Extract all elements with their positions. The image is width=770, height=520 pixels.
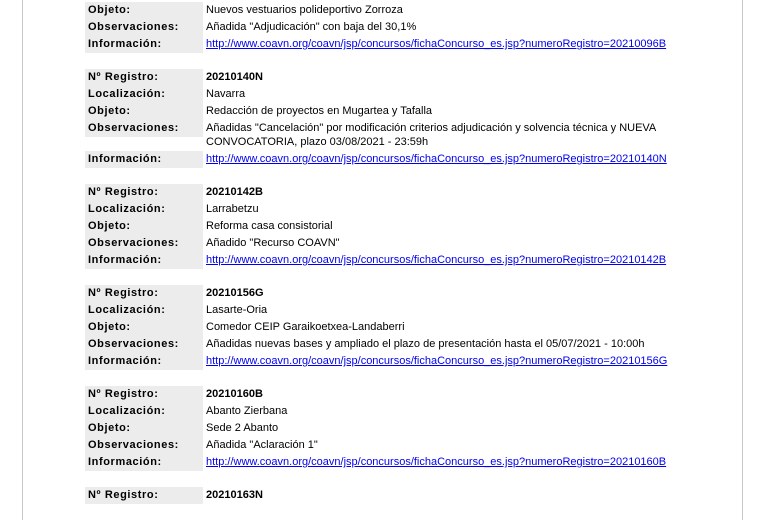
objeto-value: Nuevos vestuarios polideportivo Zorroza	[206, 4, 403, 16]
registro-row	[85, 184, 725, 201]
registro-row	[85, 487, 725, 504]
objeto-row	[85, 2, 725, 19]
informacion-row	[85, 353, 725, 370]
registro-row	[85, 386, 725, 403]
objeto-value: Reforma casa consistorial	[206, 220, 333, 232]
localizacion-label: Localización:	[85, 403, 203, 420]
contest-record	[85, 2, 725, 53]
informacion-row	[85, 454, 725, 471]
registro-value: 20210140N	[206, 71, 263, 83]
localizacion-row	[85, 201, 725, 218]
localizacion-label: Localización:	[85, 201, 203, 218]
objeto-row	[85, 420, 725, 437]
objeto-row	[85, 319, 725, 336]
localizacion-row	[85, 86, 725, 103]
observaciones-row	[85, 437, 725, 454]
observaciones-value: Añadida "Adjudicación" con baja del 30,1%	[206, 21, 417, 33]
informacion-label: Información:	[85, 151, 203, 168]
informacion-link[interactable]: http://www.coavn.org/coavn/jsp/concursos/fichaConcurso_es.jsp?numeroRegistro=20210142B	[206, 254, 667, 266]
contest-updates-list	[85, 2, 725, 504]
localizacion-value: Larrabetzu	[206, 203, 259, 215]
observaciones-label: Observaciones:	[85, 437, 203, 454]
contest-record	[85, 285, 725, 370]
localizacion-value: Navarra	[206, 88, 246, 100]
registro-value: 20210142B	[206, 186, 263, 198]
registro-label: Nº Registro:	[85, 285, 203, 302]
objeto-row	[85, 103, 725, 120]
localizacion-row	[85, 302, 725, 319]
objeto-label: Objeto:	[85, 103, 203, 120]
contest-record	[85, 184, 725, 269]
objeto-value: Sede 2 Abanto	[206, 422, 279, 434]
objeto-value: Comedor CEIP Garaikoetxea-Landaberri	[206, 321, 405, 333]
observaciones-label: Observaciones:	[85, 336, 203, 353]
contest-record	[85, 69, 725, 168]
registro-value: 20210156G	[206, 287, 264, 299]
observaciones-value: Añadidas nuevas bases y ampliado el plazo de presentación hasta el 05/07/2021 - 10:00h	[206, 338, 645, 350]
informacion-link[interactable]: http://www.coavn.org/coavn/jsp/concursos/fichaConcurso_es.jsp?numeroRegistro=20210156G	[206, 355, 668, 367]
localizacion-value: Lasarte-Oria	[206, 304, 268, 316]
registro-label: Nº Registro:	[85, 487, 203, 504]
observaciones-row	[85, 336, 725, 353]
observaciones-label: Observaciones:	[85, 19, 203, 36]
objeto-label: Objeto:	[85, 420, 203, 437]
registro-row	[85, 69, 725, 86]
objeto-label: Objeto:	[85, 218, 203, 235]
observaciones-row	[85, 235, 725, 252]
objeto-label: Objeto:	[85, 2, 203, 19]
registro-value: 20210160B	[206, 388, 263, 400]
objeto-value: Redacción de proyectos en Mugartea y Tafalla	[206, 105, 433, 117]
objeto-label: Objeto:	[85, 319, 203, 336]
localizacion-label: Localización:	[85, 86, 203, 103]
registro-value: 20210163N	[206, 489, 263, 501]
observaciones-label: Observaciones:	[85, 120, 203, 137]
informacion-link[interactable]: http://www.coavn.org/coavn/jsp/concursos/fichaConcurso_es.jsp?numeroRegistro=20210140N	[206, 153, 667, 165]
informacion-label: Información:	[85, 252, 203, 269]
observaciones-label: Observaciones:	[85, 235, 203, 252]
localizacion-row	[85, 403, 725, 420]
registro-label: Nº Registro:	[85, 184, 203, 201]
informacion-label: Información:	[85, 454, 203, 471]
contest-record	[85, 487, 725, 504]
informacion-row	[85, 151, 725, 168]
observaciones-row	[85, 120, 725, 151]
objeto-row	[85, 218, 725, 235]
informacion-row	[85, 36, 725, 53]
registro-label: Nº Registro:	[85, 386, 203, 403]
registro-label: Nº Registro:	[85, 69, 203, 86]
informacion-link[interactable]: http://www.coavn.org/coavn/jsp/concursos/fichaConcurso_es.jsp?numeroRegistro=20210160B	[206, 456, 667, 468]
observaciones-value: Añadido "Recurso COAVN"	[206, 237, 340, 249]
localizacion-label: Localización:	[85, 302, 203, 319]
informacion-link[interactable]: http://www.coavn.org/coavn/jsp/concursos/fichaConcurso_es.jsp?numeroRegistro=20210096B	[206, 38, 667, 50]
informacion-label: Información:	[85, 353, 203, 370]
observaciones-row	[85, 19, 725, 36]
contest-record	[85, 386, 725, 471]
localizacion-value: Abanto Zierbana	[206, 405, 288, 417]
informacion-row	[85, 252, 725, 269]
observaciones-value: Añadida "Aclaración 1"	[206, 439, 318, 451]
observaciones-value: Añadidas "Cancelación" por modificación criterios adjudicación y solvencia técnica y NUEVA CONVOCATORIA, plazo 03/08/2021 - 23:59h	[206, 122, 656, 148]
registro-row	[85, 285, 725, 302]
informacion-label: Información:	[85, 36, 203, 53]
